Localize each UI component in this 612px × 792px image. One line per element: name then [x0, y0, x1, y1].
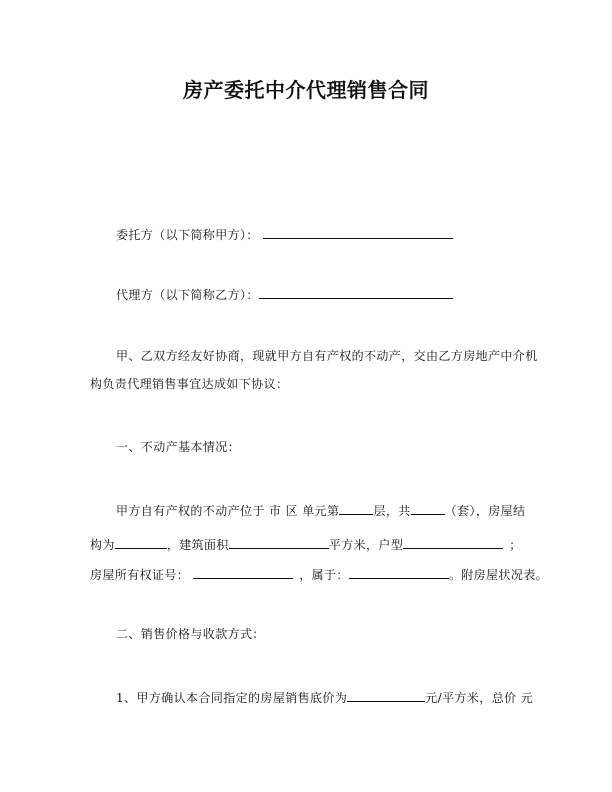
section1-line-1 [116, 502, 525, 519]
price-blank [347, 689, 425, 702]
floor-blank [339, 502, 373, 515]
layout-blank [403, 536, 503, 549]
text: 构为 [90, 538, 115, 552]
text: 甲方自有产权的不动产位于 市 区 单元第 [116, 504, 340, 518]
principal-label: 委托方（以下简称甲方）： [116, 228, 259, 242]
principal-blank [263, 226, 453, 239]
section1-heading: 一、不动产基本情况： [116, 440, 241, 454]
text: ； [509, 538, 522, 552]
section2-line-1 [116, 689, 533, 706]
owner-blank [349, 566, 449, 579]
text: ，建筑面积 [166, 538, 229, 552]
page-title: 房产委托中介代理销售合同 [183, 78, 429, 102]
text: 平方米，户型 [328, 538, 404, 552]
structure-blank [115, 536, 167, 549]
agent-blank [259, 286, 453, 299]
text: 1、甲方确认本合同指定的房屋销售底价为 [116, 691, 348, 705]
section1-line-3 [90, 566, 548, 583]
text: 层，共 [373, 504, 411, 518]
intro-line-2: 构负责代理销售事宜达成如下协议： [90, 377, 289, 391]
text: （套），房屋结 [444, 504, 526, 518]
text: 房屋所有权证号： [90, 568, 190, 582]
area-blank [229, 536, 329, 549]
section1-line-2 [90, 536, 522, 553]
certificate-blank [193, 566, 293, 579]
agent-label: 代理方（以下简称乙方）： [116, 288, 259, 302]
intro-line-1: 甲、乙双方经友好协商，现就甲方自有产权的不动产，交由乙方房地产中介机 [116, 349, 538, 363]
text: 。附房屋状况表。 [448, 568, 549, 582]
principal-line [116, 226, 453, 243]
section2-heading: 二、销售价格与收款方式： [116, 627, 265, 641]
text: ，属于： [299, 568, 349, 582]
agent-line [116, 286, 453, 303]
text: 元/平方米，总价 元 [425, 691, 534, 705]
units-blank [411, 502, 445, 515]
